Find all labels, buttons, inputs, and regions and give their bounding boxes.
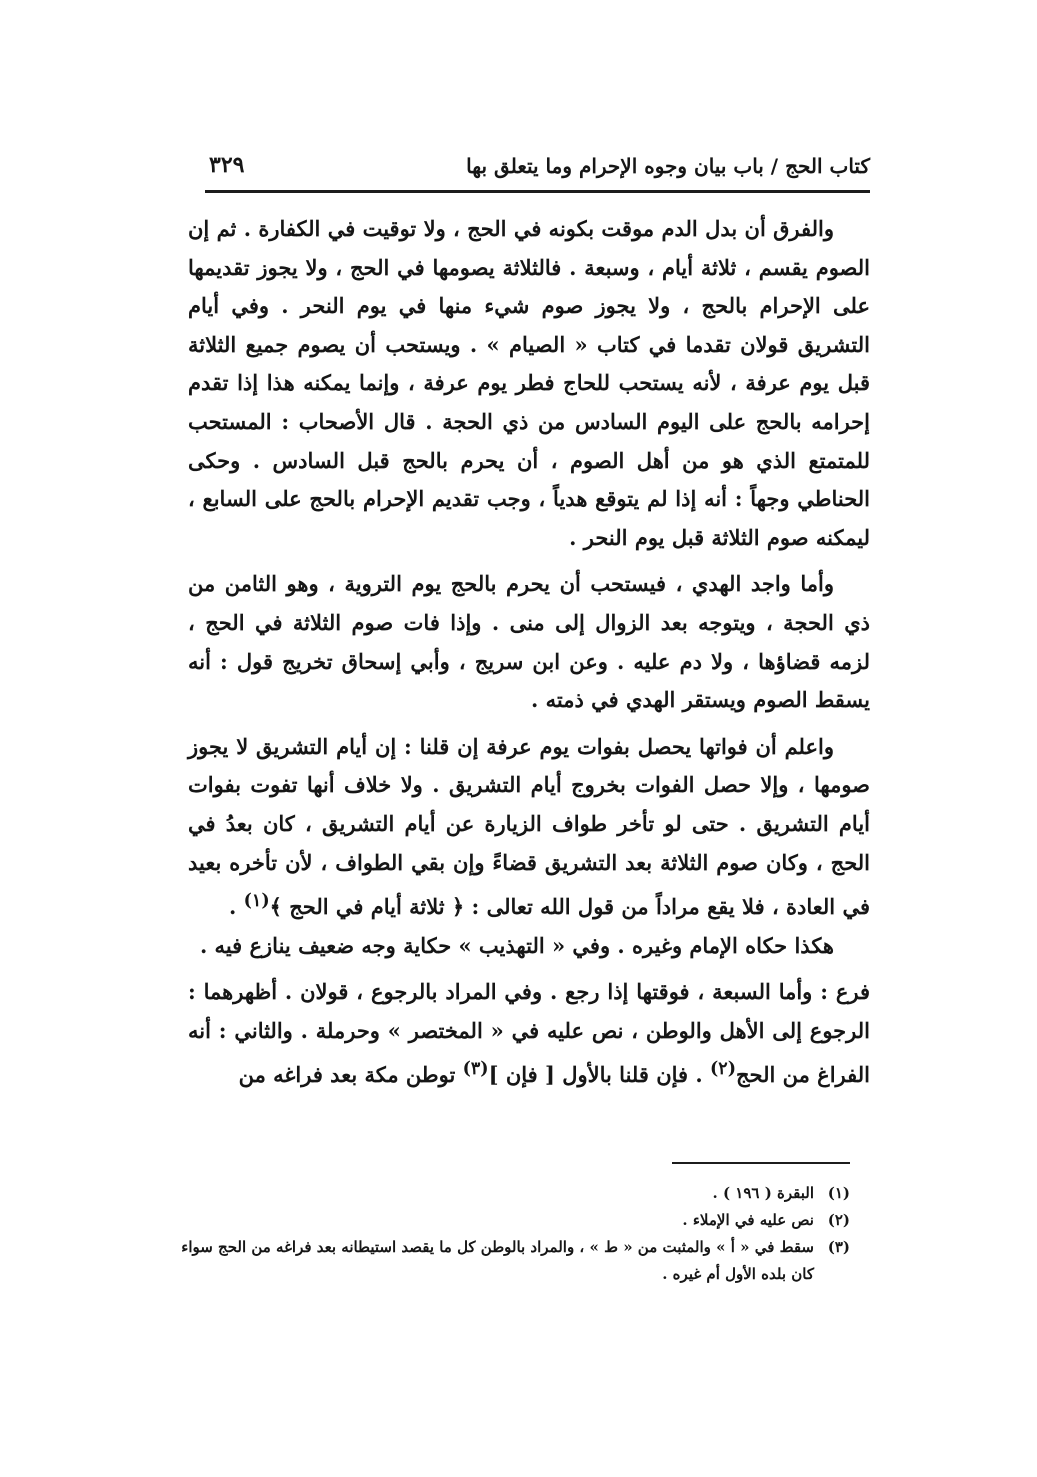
footnote-number: (٢) xyxy=(827,1211,850,1229)
footnote-number: (١) xyxy=(827,1184,850,1202)
footnote-text: البقرة ( ١٩٦ ) . xyxy=(712,1184,814,1202)
footnotes xyxy=(160,1180,850,1288)
paragraph: والفرق أن بدل الدم موقت بكونه في الحج ، ولا توقيت في الكفارة . ثم إن الصوم يقسم ، ثلاثة أيام ، وسبعة . فالثلاثة يصومها في الحج ، ولا يجوز تقديمها على الإحرام بالحج ، ولا يجوز صوم شيء منها في يوم النحر . وفي أيام التشريق قولان تقدما في كتاب « الصيام » . ويستحب أن يصوم جميع الثلاثة قبل يوم عرفة ، لأنه يستحب للحاج فطر يوم عرفة ، وإنما يمكنه هذا إذا تقدم إحرامه بالحج على اليوم السادس من ذي الحجة . قال الأصحاب : المستحب للمتمتع الذي هو من أهل الصوم ، أن يحرم بالحج قبل السادس . وحكى الحناطي وجهاً : أنه إذا لم يتوقع هدياً ، وجب تقديم الإحرام بالحج على السابع ، ليمكنه صوم الثلاثة قبل يوم النحر . xyxy=(188,216,871,550)
footnote-ref: (٢) xyxy=(710,1059,736,1080)
footnote-ref: (٣) xyxy=(462,1059,489,1080)
paragraph: هكذا حكاه الإمام وغيره . وفي « التهذيب » حكاية وجه ضعيف ينازع فيه . xyxy=(199,932,834,958)
running-header xyxy=(205,150,870,193)
footnote-ref: (١) xyxy=(243,891,270,912)
footnote xyxy=(160,1180,850,1207)
paragraph: وأما واجد الهدي ، فيستحب أن يحرم بالحج يوم التروية ، وهو الثامن من ذي الحجة ، ويتوجه بعد الزوال إلى منى . وإذا فات صوم الثلاثة في الحج ، لزمه قضاؤها ، ولا دم عليه . وعن ابن سريج ، وأبي إسحاق تخريج قول : أنه يسقط الصوم ويستقر الهدي في ذمته . xyxy=(188,571,870,713)
paragraph-text: فرع : وأما السبعة ، فوقتها إذا رجع . وفي المراد بالرجوع ، قولان . أظهرهما : الرجوع إلى الأهل والوطن ، نص عليه في « المختصر » وحرملة . والثاني : أنه الفراغ من الحج xyxy=(188,979,870,1088)
footnote xyxy=(160,1234,850,1288)
main-text xyxy=(188,210,870,1095)
footnote-divider xyxy=(672,1162,850,1164)
page-number: ٣٢٩ xyxy=(209,152,245,178)
paragraph-text: . xyxy=(229,894,244,920)
paragraph-text: . فإن قلنا بالأول [ فإن ] xyxy=(488,1062,711,1088)
running-title: كتاب الحج / باب بيان وجوه الإحرام وما يتعلق بها xyxy=(466,154,870,178)
footnote xyxy=(160,1207,850,1234)
paragraph-text: توطن مكة بعد فراغه من xyxy=(238,1062,463,1088)
paragraph-text: واعلم أن فواتها يحصل بفوات يوم عرفة إن قلنا : إن أيام التشريق لا يجوز صومها ، وإلا حصل الفوات بخروج أيام التشريق . ولا خلاف أنها تفوت بفوات أيام التشريق . حتى لو تأخر طواف الزيارة عن أيام التشريق ، كان بعدُ في الحج ، وكان صوم الثلاثة بعد التشريق قضاءً وإن بقي الطواف ، لأن تأخره بعيد في العادة ، فلا يقع مراداً من قول الله تعالى : xyxy=(188,733,870,920)
footnote-text: سقط في « أ » والمثبت من « ط » ، والمراد بالوطن كل ما يقصد استيطانه بعد فراغه من الحج سواء كان بلده الأول أم غيره . xyxy=(181,1238,814,1283)
footnote-number: (٣) xyxy=(827,1238,850,1256)
paragraph xyxy=(188,973,870,1095)
footnote-text: نص عليه في الإملاء . xyxy=(682,1211,814,1229)
paragraph xyxy=(188,728,870,927)
quran-verse: ﴿ ثلاثة أيام في الحج ﴾ xyxy=(269,894,465,920)
